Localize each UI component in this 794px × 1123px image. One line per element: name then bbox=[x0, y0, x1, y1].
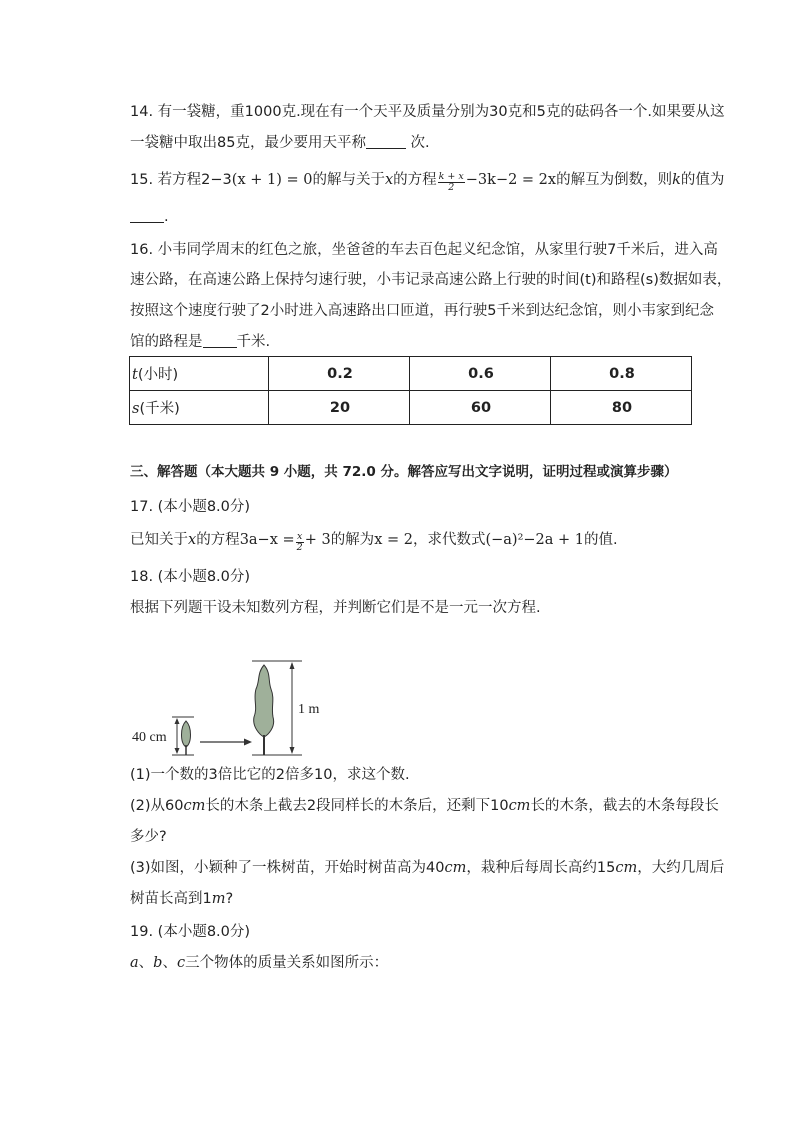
unit-hours: (小时) bbox=[137, 367, 179, 383]
q14-text: 一袋糖中取出85克，最少要用天平称 bbox=[130, 135, 366, 151]
var-t: t bbox=[132, 367, 138, 383]
small-height-label: 40 cm bbox=[132, 730, 167, 745]
table-cell: 20 bbox=[269, 391, 410, 425]
q16-line3: 按照这个速度行驶了2小时进入高速路出口匝道，再行驶5千米到达纪念馆，则小韦家到纪念 bbox=[130, 303, 714, 319]
table-row-header bbox=[130, 357, 269, 391]
unit-cm: cm bbox=[183, 798, 206, 814]
separator: 、 bbox=[138, 955, 154, 971]
q17-frac-denominator: 2 bbox=[296, 542, 303, 553]
table-cell: 0.8 bbox=[551, 357, 692, 391]
q17-header: 17. (本小题8.0分) bbox=[130, 499, 251, 515]
q18-part2-line1 bbox=[130, 796, 719, 816]
q17-text: 的解为 bbox=[330, 532, 375, 548]
q15-line1 bbox=[130, 170, 724, 193]
q18-part3-line2 bbox=[130, 889, 233, 909]
q18-text: (3)如图，小颖种了一株树苗，开始时树苗高为40 bbox=[130, 860, 445, 876]
table-cell: 0.2 bbox=[269, 357, 410, 391]
q15-frac-numerator: k + x bbox=[438, 171, 464, 182]
q17-var-x: x bbox=[188, 532, 197, 548]
q17-fraction bbox=[296, 532, 304, 553]
q16-line1: 16. 小韦同学周末的红色之旅，坐爸爸的车去百色起义纪念馆，从家里行驶7千米后，进入高 bbox=[130, 242, 718, 258]
table-cell: 60 bbox=[410, 391, 551, 425]
table-row bbox=[130, 391, 692, 425]
q16-line2: 速公路，在高速公路上保持匀速行驶，小韦记录高速公路上行驶的时间(t)和路程(s)数据如表， bbox=[130, 272, 732, 288]
q18-part2-line2: 多少? bbox=[130, 829, 167, 845]
q19-text: 三个物体的质量关系如图所示： bbox=[185, 955, 389, 971]
time-distance-table bbox=[129, 356, 692, 425]
tall-height-label: 1 m bbox=[298, 702, 320, 717]
q15-tail: . bbox=[164, 209, 169, 225]
q18-text: ? bbox=[225, 891, 234, 907]
q19-header: 19. (本小题8.0分) bbox=[130, 924, 251, 940]
q17-text: 的方程 bbox=[196, 532, 240, 548]
q16-tail: 千米. bbox=[236, 334, 271, 350]
q15-text: 的解互为倒数，则 bbox=[556, 172, 673, 188]
unit-cm: cm bbox=[444, 860, 467, 876]
tall-tree-icon bbox=[254, 665, 274, 737]
q15-text: 15. 若方程2−3 bbox=[130, 172, 232, 188]
q17-body bbox=[130, 530, 618, 553]
q19-body bbox=[130, 953, 388, 973]
unit-cm: cm bbox=[615, 860, 638, 876]
var-a: a bbox=[130, 955, 139, 971]
q15-text: 的值为 bbox=[680, 172, 725, 188]
q17-equation: 3a−x = bbox=[239, 532, 295, 548]
q18-text: ，栽种后每周长高约15 bbox=[466, 860, 616, 876]
q17-text: 已知关于 bbox=[130, 532, 188, 548]
q17-text: 的值. bbox=[584, 532, 618, 548]
q17-frac-numerator: x bbox=[297, 531, 303, 542]
q17-equation: + 3 bbox=[304, 532, 331, 548]
q15-fraction bbox=[438, 172, 465, 193]
q18-text: 树苗长高到1 bbox=[130, 891, 212, 907]
q15-answer-blank[interactable] bbox=[130, 208, 164, 223]
unit-cm: cm bbox=[508, 798, 531, 814]
var-s: s bbox=[132, 401, 140, 417]
table-cell: 80 bbox=[551, 391, 692, 425]
q14-answer-blank[interactable] bbox=[366, 134, 406, 149]
q17-solution: x = 2 bbox=[374, 532, 413, 548]
q15-frac-denominator: 2 bbox=[448, 182, 455, 193]
section-heading: 三、解答题（本大题共 9 小题，共 72.0 分。解答应写出文字说明，证明过程或演算步骤） bbox=[130, 464, 678, 480]
q16-line4 bbox=[130, 332, 270, 352]
table-cell: 0.6 bbox=[410, 357, 551, 391]
q17-text: ，求代数式 bbox=[412, 532, 486, 548]
q18-text: ，大约几周后 bbox=[637, 860, 725, 876]
unit-m: m bbox=[211, 891, 226, 907]
q15-text: 的解与关于 bbox=[312, 172, 385, 188]
q15-line2 bbox=[130, 207, 169, 227]
q16-answer-blank[interactable] bbox=[203, 333, 237, 348]
separator: 、 bbox=[162, 955, 177, 971]
q15-equation-2: −3k−2 = 2x bbox=[465, 172, 557, 188]
q18-text: 长的木条上截去2段同样长的木条后，还剩下10 bbox=[205, 798, 509, 814]
q15-equation-1: (x + 1) = 0 bbox=[231, 172, 313, 188]
q15-var-k: k bbox=[672, 172, 681, 188]
q16-text: 馆的路程是 bbox=[130, 334, 203, 350]
unit-km: (千米) bbox=[139, 401, 180, 417]
small-sapling-icon bbox=[182, 721, 191, 747]
table-row-header bbox=[130, 391, 269, 425]
q18-intro: 根据下列题干设未知数列方程，并判断它们是不是一元一次方程. bbox=[130, 600, 541, 616]
q17-expression: (−a)²−2a + 1 bbox=[485, 532, 585, 548]
q18-text: (2)从60 bbox=[130, 798, 184, 814]
q18-header: 18. (本小题8.0分) bbox=[130, 569, 251, 585]
table-row bbox=[130, 357, 692, 391]
q18-part3-line1 bbox=[130, 858, 724, 878]
q14-line2 bbox=[130, 133, 430, 153]
q15-var-x: x bbox=[384, 172, 394, 188]
tree-growth-figure bbox=[126, 655, 326, 761]
q18-part1: (1)一个数的3倍比它的2倍多10，求这个数. bbox=[130, 767, 410, 783]
var-b: b bbox=[153, 955, 163, 971]
var-c: c bbox=[176, 955, 186, 971]
q14-line1: 14. 有一袋糖，重1000克.现在有一个天平及质量分别为30克和5克的砝码各一个.如果要从这 bbox=[130, 104, 725, 120]
q14-tail: 次. bbox=[405, 135, 430, 151]
q18-text: 长的木条，截去的木条每段长 bbox=[530, 798, 719, 814]
q15-text: 的方程 bbox=[393, 172, 437, 188]
